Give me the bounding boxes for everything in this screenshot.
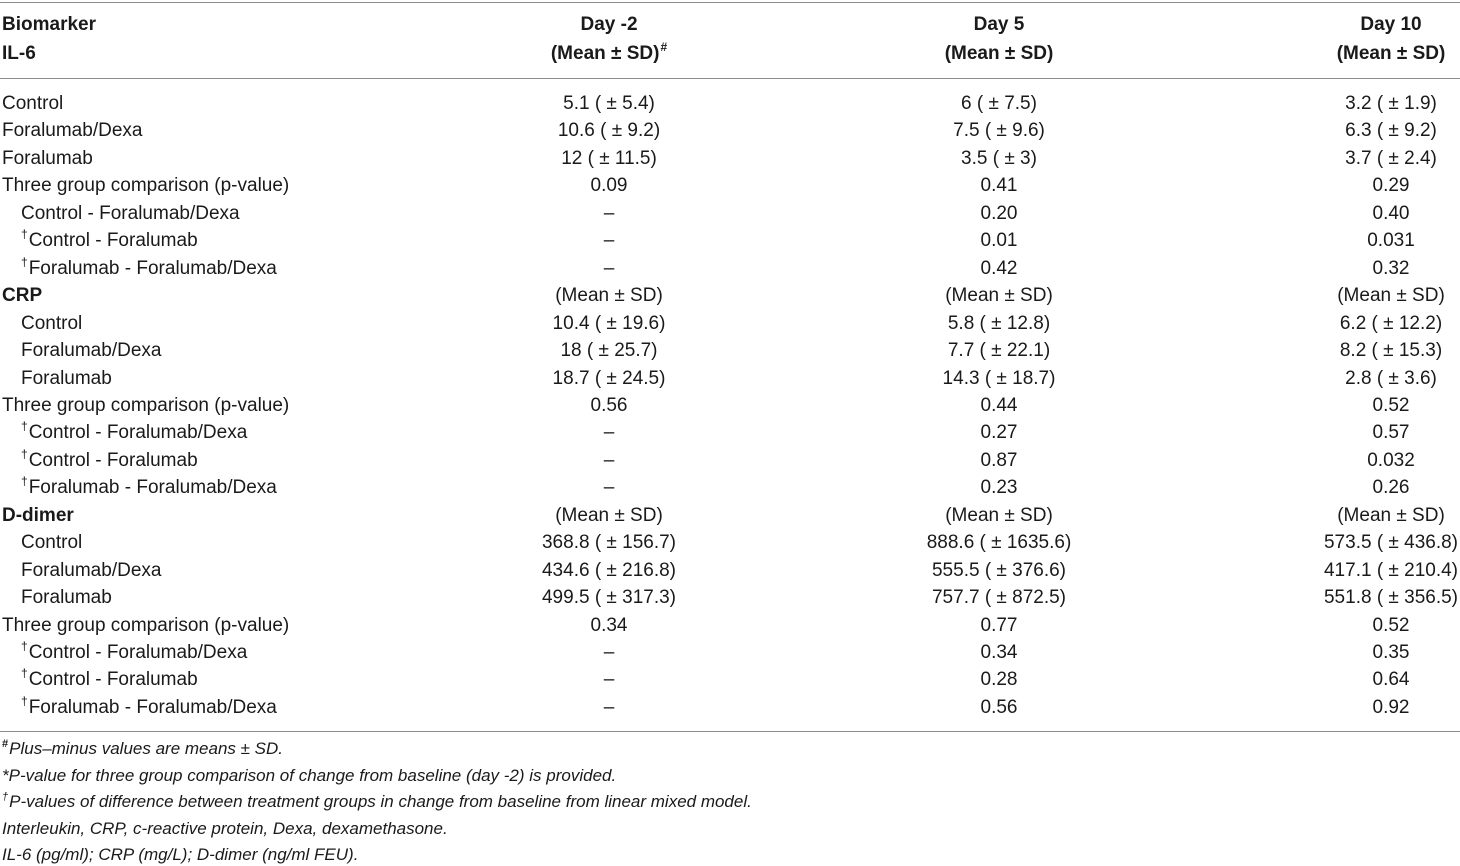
- value-cell-day-5: 0.87: [980, 449, 1018, 471]
- value-cell-day-5: 7.7 ( ± 22.1): [947, 340, 1051, 362]
- footnote-hash-text: Plus–minus values are means ± SD.: [9, 739, 284, 758]
- row-label-cell: [21, 419, 247, 448]
- value-cell-day-10: 0.26: [1372, 477, 1410, 499]
- row-label-cell: [21, 666, 198, 695]
- row-label-cell: [21, 447, 198, 476]
- footnote-units: IL-6 (pg/ml); CRP (mg/L); D-dimer (ng/ml FEU).: [2, 845, 359, 864]
- value-cell-day-minus2: 5.1 ( ± 5.4): [563, 93, 655, 114]
- value-cell-day-10: 2.8 ( ± 3.6): [1345, 367, 1437, 389]
- value-cell-day-5: 6 ( ± 7.5): [961, 93, 1037, 114]
- value-cell-day-5: 0.20: [980, 202, 1018, 224]
- table-row: [0, 419, 1460, 447]
- value-cell-day-10: 0.29: [1372, 175, 1410, 197]
- table-row: [0, 117, 1460, 145]
- value-cell-day-10: 0.032: [1367, 449, 1415, 471]
- value-cell-day-5: 757.7 ( ± 872.5): [931, 587, 1067, 609]
- table-row: [0, 310, 1460, 338]
- row-label-cell: [21, 365, 112, 392]
- value-cell-day-minus2: –: [603, 477, 615, 499]
- row-label-cell: [2, 145, 93, 172]
- value-cell-day-minus2: 368.8 ( ± 156.7): [541, 532, 677, 554]
- header-il6: IL-6: [2, 43, 36, 64]
- value-cell-day-minus2: (Mean ± SD): [555, 504, 663, 526]
- table-row: [0, 666, 1460, 694]
- row-label: Control - Foralumab/Dexa: [28, 422, 248, 444]
- table-row: [0, 200, 1460, 228]
- dagger-mark: †: [21, 419, 28, 434]
- value-cell-day-minus2: 0.09: [590, 175, 628, 197]
- value-cell-day-10: 573.5 ( ± 436.8): [1323, 532, 1459, 554]
- footnote-dagger: [2, 791, 752, 815]
- value-cell-day-minus2: (Mean ± SD): [555, 285, 663, 307]
- row-label-cell: [21, 529, 82, 556]
- row-label: Foralumab: [21, 587, 112, 609]
- value-cell-day-minus2: –: [603, 696, 615, 718]
- value-cell-day-5: 0.41: [980, 175, 1018, 197]
- row-label: Foralumab/Dexa: [21, 559, 162, 581]
- row-label: Control - Foralumab/Dexa: [28, 642, 248, 663]
- value-cell-day-5: (Mean ± SD): [945, 504, 1053, 526]
- dagger-mark: †: [21, 254, 28, 269]
- table-row: [0, 255, 1460, 283]
- row-label-cell: [21, 639, 247, 668]
- header-day-minus2: Day -2: [580, 14, 638, 35]
- table-row: [0, 557, 1460, 585]
- table-row: [0, 282, 1460, 310]
- row-label-cell: [2, 502, 74, 529]
- value-cell-day-10: (Mean ± SD): [1337, 285, 1445, 307]
- table-row: [0, 145, 1460, 173]
- value-cell-day-minus2: 12 ( ± 11.5): [561, 147, 657, 169]
- dagger-mark: †: [21, 693, 28, 708]
- table-row: [0, 227, 1460, 255]
- value-cell-day-minus2: –: [603, 230, 615, 252]
- row-label: Control - Foralumab/Dexa: [21, 202, 240, 224]
- value-cell-day-minus2: –: [603, 257, 615, 279]
- row-label-cell: [2, 117, 142, 144]
- value-cell-day-10: 6.3 ( ± 9.2): [1345, 120, 1437, 142]
- value-cell-day-10: 0.64: [1372, 669, 1410, 691]
- value-cell-day-5: 888.6 ( ± 1635.6): [926, 532, 1072, 554]
- table-row: [0, 639, 1460, 667]
- row-label: Control - Foralumab: [28, 449, 198, 471]
- value-cell-day-10: 0.031: [1367, 230, 1415, 252]
- value-cell-day-10: 6.2 ( ± 12.2): [1339, 312, 1443, 334]
- row-label: D-dimer: [2, 504, 74, 526]
- value-cell-day-minus2: 10.4 ( ± 19.6): [552, 312, 666, 334]
- value-cell-day-5: (Mean ± SD): [945, 285, 1053, 307]
- value-cell-day-10: (Mean ± SD): [1337, 504, 1445, 526]
- dagger-mark: †: [21, 639, 28, 653]
- header-day-minus2-unit-text: (Mean ± SD): [550, 43, 660, 64]
- value-cell-day-10: 417.1 ( ± 210.4): [1323, 559, 1459, 581]
- row-label: Foralumab - Foralumab/Dexa: [28, 257, 277, 279]
- dagger-mark: †: [21, 227, 28, 242]
- value-cell-day-10: 551.8 ( ± 356.5): [1323, 587, 1459, 609]
- value-cell-day-10: 0.57: [1372, 422, 1410, 444]
- hash-mark: #: [660, 40, 668, 54]
- table-row: [0, 694, 1460, 722]
- value-cell-day-10: 0.52: [1372, 614, 1410, 636]
- row-label-cell: [2, 282, 42, 309]
- value-cell-day-minus2: 434.6 ( ± 216.8): [541, 559, 677, 581]
- row-label: Control - Foralumab: [28, 230, 198, 252]
- header-day5: Day 5: [973, 14, 1025, 35]
- row-label-cell: [2, 172, 289, 199]
- row-label: Control: [21, 532, 83, 554]
- header-biomarker: Biomarker: [2, 14, 96, 35]
- footnote-hash-mark: #: [2, 738, 9, 750]
- value-cell-day-5: 0.42: [980, 257, 1018, 279]
- value-cell-day-10: 0.40: [1372, 202, 1410, 224]
- dagger-mark: †: [21, 666, 28, 681]
- table-row: [0, 337, 1460, 365]
- row-label-cell: [21, 255, 277, 284]
- value-cell-day-10: 3.7 ( ± 2.4): [1345, 147, 1437, 169]
- value-cell-day-5: 7.5 ( ± 9.6): [953, 120, 1045, 142]
- value-cell-day-5: 0.01: [980, 230, 1018, 252]
- value-cell-day-5: 0.23: [980, 477, 1018, 499]
- value-cell-day-5: 0.44: [980, 394, 1018, 416]
- footnote-dagger-mark: †: [2, 791, 9, 803]
- row-label-cell: [21, 200, 240, 227]
- row-label: Foralumab - Foralumab/Dexa: [28, 696, 277, 718]
- value-cell-day-minus2: –: [603, 422, 615, 444]
- footnote-dagger-text: P-values of difference between treatment groups in change from baseline from linear mixed model.: [9, 792, 752, 811]
- table-row: [0, 365, 1460, 393]
- row-label: Control: [21, 312, 83, 334]
- table-row: [0, 584, 1460, 612]
- table-row: [0, 90, 1460, 118]
- value-cell-day-minus2: 499.5 ( ± 317.3): [541, 587, 677, 609]
- row-label: Control - Foralumab: [28, 669, 198, 691]
- row-label: Foralumab: [2, 147, 93, 169]
- value-cell-day-10: 0.92: [1372, 696, 1410, 718]
- table-bottom-rule: [0, 731, 1460, 732]
- value-cell-day-minus2: –: [603, 669, 615, 691]
- table-row: [0, 392, 1460, 420]
- header-day10: Day 10: [1360, 14, 1422, 35]
- value-cell-day-minus2: 0.56: [590, 394, 628, 416]
- value-cell-day-5: 0.28: [980, 669, 1018, 691]
- header-day5-unit: (Mean ± SD): [944, 43, 1054, 64]
- value-cell-day-5: 0.56: [980, 696, 1018, 718]
- table-row: [0, 502, 1460, 530]
- value-cell-day-minus2: –: [603, 202, 615, 224]
- header-day10-unit: (Mean ± SD): [1336, 43, 1446, 64]
- row-label-cell: [2, 90, 63, 117]
- value-cell-day-5: 14.3 ( ± 18.7): [942, 367, 1056, 389]
- row-label: Foralumab - Foralumab/Dexa: [28, 477, 277, 499]
- value-cell-day-minus2: 10.6 ( ± 9.2): [557, 120, 661, 142]
- footnote-hash: [2, 738, 283, 762]
- row-label-cell: [21, 694, 277, 723]
- row-label: Three group comparison (p-value): [2, 614, 290, 636]
- value-cell-day-10: 8.2 ( ± 15.3): [1339, 340, 1443, 362]
- value-cell-day-minus2: 18.7 ( ± 24.5): [552, 367, 666, 389]
- value-cell-day-5: 0.34: [980, 642, 1018, 663]
- value-cell-day-10: 0.35: [1372, 642, 1410, 663]
- table-row: [0, 172, 1460, 200]
- value-cell-day-5: 3.5 ( ± 3): [961, 147, 1037, 169]
- table-row: [0, 474, 1460, 502]
- row-label: Three group comparison (p-value): [2, 175, 290, 197]
- row-label-cell: [21, 227, 198, 256]
- table-row: [0, 612, 1460, 640]
- value-cell-day-minus2: 0.34: [590, 614, 628, 636]
- value-cell-day-5: 5.8 ( ± 12.8): [947, 312, 1051, 334]
- value-cell-day-minus2: 18 ( ± 25.7): [560, 340, 658, 362]
- row-label: Control: [2, 93, 64, 114]
- row-label-cell: [21, 557, 161, 584]
- dagger-mark: †: [21, 446, 28, 461]
- footnote-star: *P-value for three group comparison of change from baseline (day -2) is provided.: [2, 766, 617, 785]
- row-label: Foralumab: [21, 367, 112, 389]
- row-label-cell: [21, 310, 82, 337]
- value-cell-day-10: 0.32: [1372, 257, 1410, 279]
- value-cell-day-5: 0.77: [980, 614, 1018, 636]
- row-label: Foralumab/Dexa: [21, 340, 162, 362]
- row-label-cell: [2, 392, 289, 419]
- table-row: [0, 529, 1460, 557]
- row-label-cell: [21, 474, 277, 503]
- row-label: Foralumab/Dexa: [2, 120, 143, 142]
- table-row: [0, 447, 1460, 475]
- header-day-minus2-unit: [551, 42, 667, 67]
- footnote-abbreviations: Interleukin, CRP, c-reactive protein, Dexa, dexamethasone.: [2, 819, 448, 838]
- value-cell-day-minus2: –: [603, 642, 615, 663]
- value-cell-day-5: 555.5 ( ± 376.6): [931, 559, 1067, 581]
- value-cell-day-minus2: –: [603, 449, 615, 471]
- value-cell-day-5: 0.27: [980, 422, 1018, 444]
- row-label-cell: [21, 584, 112, 611]
- value-cell-day-10: 3.2 ( ± 1.9): [1345, 93, 1437, 114]
- row-label: Three group comparison (p-value): [2, 394, 290, 416]
- header-rule: [0, 78, 1460, 79]
- value-cell-day-10: 0.52: [1372, 394, 1410, 416]
- table-top-rule: [0, 2, 1460, 3]
- row-label-cell: [2, 612, 289, 639]
- row-label-cell: [21, 337, 161, 364]
- dagger-mark: †: [21, 474, 28, 489]
- row-label: CRP: [2, 285, 43, 307]
